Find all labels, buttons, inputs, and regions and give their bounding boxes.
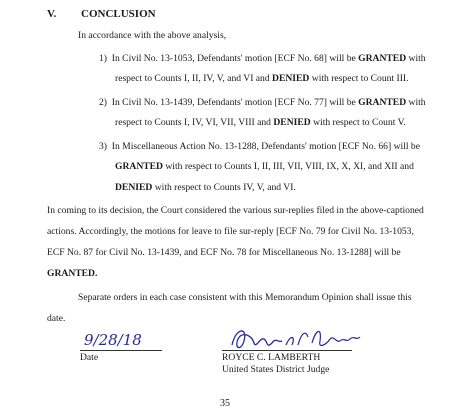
judge-title: United States District Judge xyxy=(222,364,330,375)
item-2-line-2: respect to Counts I, IV, VI, VII, VIII and DENIED with respect to Count V. xyxy=(115,117,406,128)
paragraph-2-line-2: date. xyxy=(47,313,66,324)
granted-text: GRANTED. xyxy=(47,268,98,279)
granted-text: GRANTED xyxy=(358,53,407,64)
item-3-line-1: 3) In Miscellaneous Action No. 13-1288, Defendants' motion [ECF No. 66] will be xyxy=(99,141,420,152)
date-signature-line xyxy=(80,350,162,351)
paragraph-1-line-4 xyxy=(47,268,97,280)
section-title: CONCLUSION xyxy=(81,8,156,20)
item-3-line-2: GRANTED with respect to Counts I, II, III, VII, VIII, IX, X, XI, and XII and xyxy=(115,161,414,172)
handwritten-date: 9/28/18 xyxy=(84,331,142,349)
page-number: 35 xyxy=(220,398,230,409)
paragraph-1-line-3: ECF No. 87 for Civil No. 13-1439, and ECF No. 78 for Miscellaneous No. 13-1288] will be xyxy=(47,247,401,258)
item-2-line-1: 2) In Civil No. 13-1439, Defendants' motion [ECF No. 77] will be GRANTED with xyxy=(99,97,426,108)
item-3-line-3: DENIED with respect to Counts IV, V, and VI. xyxy=(115,182,296,193)
judge-name: ROYCE C. LAMBERTH xyxy=(222,352,321,363)
intro-line: In accordance with the above analysis, xyxy=(78,30,227,41)
granted-text: GRANTED xyxy=(358,97,407,108)
section-heading xyxy=(47,8,156,20)
denied-text: DENIED xyxy=(273,117,311,128)
item-1-line-2: respect to Counts I, II, IV, V, and VI and DENIED with respect to Count III. xyxy=(115,73,409,84)
denied-text: DENIED xyxy=(115,182,153,193)
item-1-line-1: 1) In Civil No. 13-1053, Defendants' motion [ECF No. 68] will be GRANTED with xyxy=(99,53,426,64)
denied-text: DENIED xyxy=(272,73,310,84)
paragraph-1-line-1: In coming to its decision, the Court considered the various sur-replies filed in the above-captioned xyxy=(47,205,424,216)
section-number: V. xyxy=(47,8,57,20)
judge-signature-line xyxy=(222,350,352,351)
paragraph-1-line-2: actions. Accordingly, the motions for leave to file sur-reply [ECF No. 79 for Civil No. 13-1053, xyxy=(47,226,414,237)
item-3-number: 3) xyxy=(99,141,107,152)
paragraph-2-line-1: Separate orders in each case consistent with this Memorandum Opinion shall issue this xyxy=(78,292,412,303)
item-1-number: 1) xyxy=(99,53,107,64)
granted-text: GRANTED xyxy=(115,161,163,172)
date-label: Date xyxy=(80,352,99,363)
item-2-number: 2) xyxy=(99,97,107,108)
